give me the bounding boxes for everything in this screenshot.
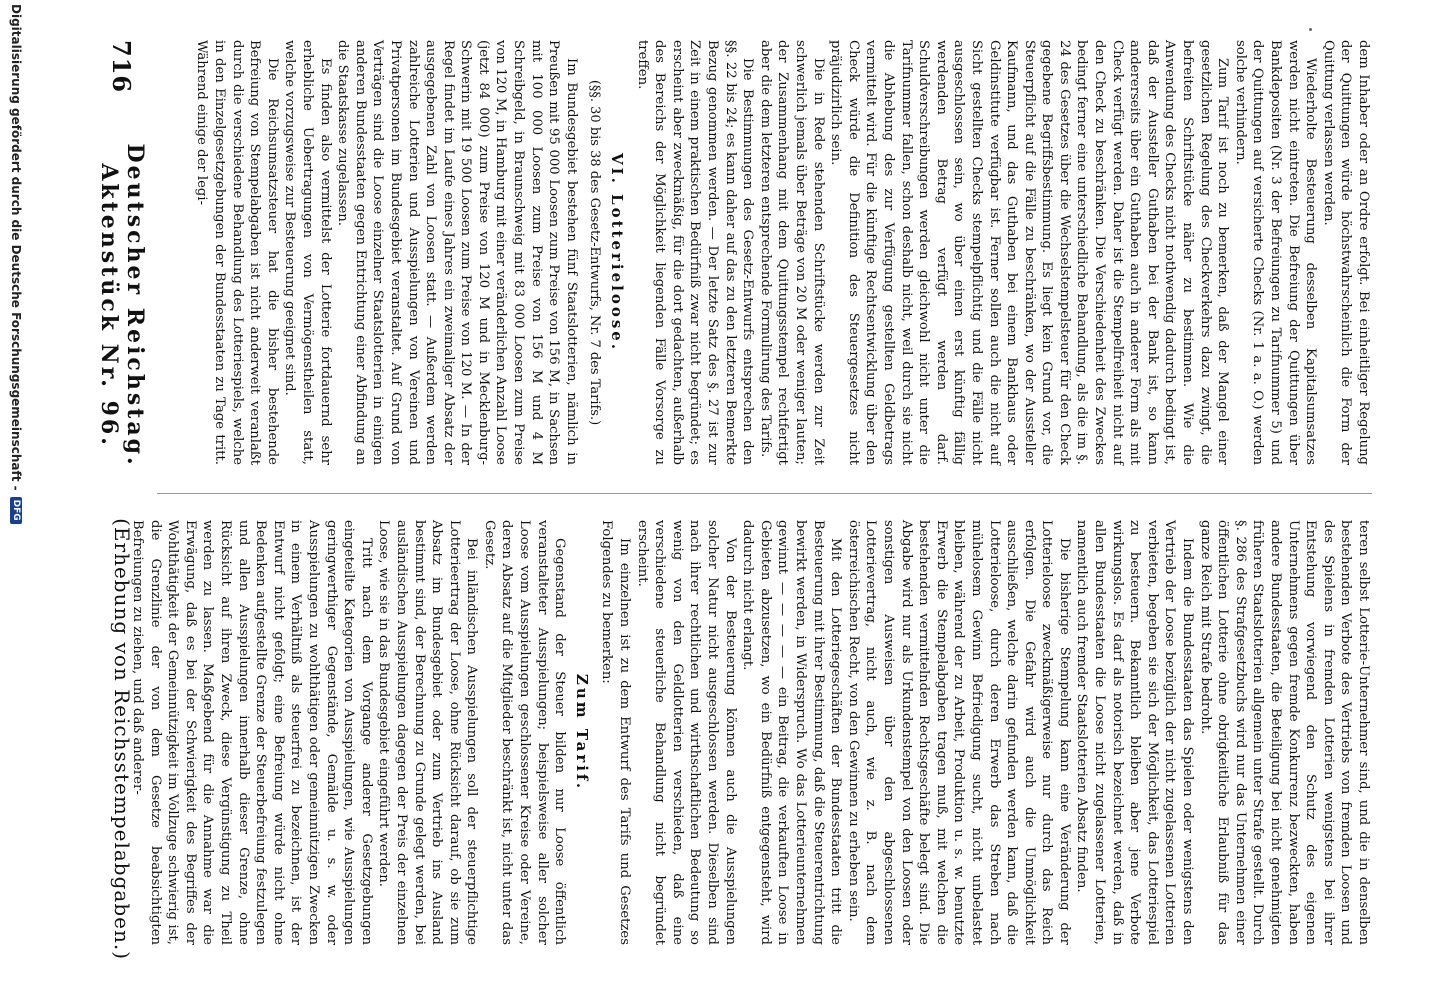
- paragraph: Im einzelnen ist zu dem Entwurf des Tarifs und Gesetzes Folgendes zu bemerken:: [599, 520, 633, 945]
- paragraph: Von der Besteuerung können auch die Ausspielungen solcher Natur nicht ausgeschlossen werden. Dieselben sind nach ihrer rechtlichen und wirthschaftlichen Bedeutung so wenig von den Geldlotterien verschieden, daß eine verschiedene steuerliche Behandlung nicht begründet erscheint.: [634, 520, 738, 945]
- column-divider: [157, 493, 1372, 494]
- paragraph: Die Bestimmungen des Gesetz-Entwurfs entsprechen den §§. 22 bis 24; es kann daher auf das zu den letzteren Bemerkte Bezug genommen werden. — Der letzte Satz des §. 27 ist zur Zeit in einem praktischen Bedürfniß zwar nicht begründet; es erscheint aber zweckmäßig, für die dort gedachten, außerhalb des Bereichs der Möglichkeit liegenden Fälle Vorsorge zu treffen.: [634, 40, 756, 465]
- paragraph: Es finden also vermittelst der Lotterie fortdauernd sehr erhebliche Uebertragungen von Vermögenstheilen statt, welche vorzugsweise zur Besteuerung geeignet sind.: [282, 40, 333, 465]
- page-number: 716: [107, 40, 137, 94]
- section-title: (Erhebung von Reichsstempelabgaben.): [110, 518, 134, 960]
- paragraph: teren selbst Lotterie-Unternehmer sind, und die in denselben bestehenden Verbote des Vertriebs von fremden Loosen und des Spielens in fremden Lotterien wenigstens bei ihrer Entstehung vorwiegend den Schutz des eigenen Unternehmens gegen fremde Konkurrenz bezweckten, haben andere Bundesstaaten, die Beteiligung bei nicht genehmigten früheren Staatslotterien allgemein unter Strafe gestellt. Durch §. 286 des Strafgesetzbuchs wird nur das Unternehmen einer öffentlichen Lotterie ohne obrigkeitliche Erlaubniß für das ganze Reich mit Strafe bedroht.: [1197, 520, 1371, 945]
- paragraph: dem Inhaber oder an Ordre erfolgt. Bei einheitliger Regelung der Quittungen würde höchstwahrscheinlich die Form der Quittung verlassen werden.: [1320, 40, 1371, 465]
- section-heading: VI. Lotterieloose.: [608, 152, 627, 353]
- paragraph: Zum Tarif ist noch zu bemerken, daß der Mangel einer gesetzlichen Regelung des Checkverkehrs dazu zwingt, die befreiten Schriftstücke näher zu bestimmen. Wie die Anwendung des Checks nicht nothwendig dadurch bedingt ist, daß der Aussteller Guthaben bei der Bank ist, so kann andererseits über ein Guthaben auch in anderer Form als mit Check verfügt werden. Daher ist die Stempelfreiheit nicht auf den Check zu beschränken. Die Verschiedenheit des Zweckes bedingt ferner eine unterschiedliche Behandlung, als die im §. 24 des Gesetzes über die Wechselstempelsteuer für den Check gegebene Begriffsbestimmung. Es liegt kein Grund vor, die Steuerpflicht auf die Fälle zu beschränken, wo der Aussteller Kaufmann, und das Guthaben bei einem Bankhaus oder Geldinstitute verfügbar ist. Ferner sollen auch die nicht auf Sicht gestellten Checks stempelpflichtig und die Fälle nicht ausgeschlossen sein, wo über einen erst künftig fällig werdenden Betrag verfügt werden darf. Schuldverschreibungen werden gleichwohl nicht unter die Tarifnummer fallen, schon deshalb nicht, weil durch sie nicht die Abhebung des zur Verfügung gestellten Geldbetrags vermittelt wird. Für die künftige Rechtsentwicklung über den Check würde die Definition des Steuergesetzes nicht präjudizirlich sein.: [828, 40, 1231, 465]
- paragraph: Indem die Bundesstaaten das Spielen oder wenigstens den Vertrieb der Loose bezüglich der nicht zugelassenen Lotterien verbieten, begeben sie sich der Möglichkeit, das Lotteriespiel zu besteuern. Bekanntlich bleiben aber jene Verbote wirkungslos. Es darf als notorisch bezeichnet werden, daß in allen Bundesstaaten die Loose nicht zugelassener Lotterien, namentlich auch fremder Staatslotterien Absatz finden.: [1074, 520, 1196, 945]
- right-column: [130, 520, 1372, 945]
- section-heading: Zum Tarif.: [572, 673, 591, 792]
- left-column: [157, 40, 1372, 465]
- paragraph: Wiederholte Besteuerung desselben Kapitalsumsatzes werden nicht eintreten. Die Befreiung der Quittungen über Bankdepositen (Nr. 3 der Befreiungen zu Tarifnummer 5) und der Quittungen auf versicherte Checks (Nr. 1 a. a. O.) werden solche verhindern.: [1232, 40, 1319, 465]
- paragraph: Die in Rede stehenden Schriftstücke werden zur Zeit schwerlich jemals über Beträge von 20 M oder weniger lauten; der Zusammenhang mit dem Quittungsstempel rechtfertigt aber die dem letzteren entsprechende Formulirung des Tarifs.: [757, 40, 826, 465]
- paragraph: Tritt nach dem Vorgange anderer Gesetzgebungen eingeteilte Kategorien von Ausspielungen, wie Ausspielungen geringwerthiger Gegenstände, Gemälde u. s. w. oder Ausspielungen zu wohlthätigen oder gemeinnützigen Zwecken in einem Verhältniß als steuerfrei zu bezeichnen, ist der Entwurf nicht gefolgt; eine Befreiung würde nicht ohne Bedenken aufgestellte Grenze der Steuerbefreiung festzulegen und allen Ausspielungen innerhalb dieser Grenze, ohne Rücksicht auf ihren Zweck, diese Vergünstigung zu Theil werden zu lassen. Maßgebend für die Annahme war die Erwägung, daß es bei der Schwierigkeit des Begriffes der Wohlthätigkeit der Gemeinnützigkeit im Vollzuge schwierig ist, die Grenzlinie der von dem Gesetze beabsichtigten Befreiungen zu ziehen, und daß anderer-: [130, 520, 374, 945]
- footer-text: Digitalisierung gefördert durch die Deutsche Forschungsgemeinschaft -: [9, 4, 23, 491]
- paragraph: Die bisherige Stempelung kann eine Veränderung der Lotterieloose zweckmäßigerweise nur durch das Reich erfolgen. Die Gefahr wird auch die Unmöglichkeit ausschließen, welche darin gefunden werden kann, daß die Lotterieloose, durch deren Erwerb das Streben nach mühelosem Gewinn Befriedigung sucht, nicht unbelastet bleiben, während der zu Arbeit, Produktion u. s. w. benutzte Erwerb die Stempelabgaben tragen muß, mit welchen die bestehenden vermittelnden Rechtsgeschäfte belegt sind. Die Abgabe wird nur als Urkundenstempel von den Loosen oder sonstigen Ausweisen über den abgeschlossenen Lotterievertrag, nicht auch, wie z. B. nach dem österreichischen Recht, von den Gewinnen zu erheben sein.: [845, 520, 1072, 945]
- paragraph: Im Bundesgebiet bestehen fünf Staatslotterien, nämlich in Preußen mit 95 000 Loosen zum Preise von 156 M, in Sachsen mit 100 000 Loosen zum Preise von 156 M und 4 M Schreibgeld, in Braunschweig mit 83 000 Loosen zum Preise von 120 M, in Hamburg mit einer veränderlichen Anzahl Loose (jetzt 84 000) zum Preise von 120 M und in Mecklenburg-Schwerin mit 19 500 Loosen zum Preise von 120 M. — In der Regel findet im Laufe eines Jahres ein zweimaliger Absatz der ausgegebenen Zahl von Loosen statt. — Außerdem werden zahlreiche Lotterien und Ausspielungen von Vereinen und Privatpersonen im Bundesgebiet veranstaltet. Auf Grund von Verträgen sind die Loose einzelner Staatslotterien in einigen anderen Bundesstaaten gegen Entrichtung einer Abfindung an die Staatskasse zugelassen.: [335, 40, 579, 465]
- paragraph: Bei inländischen Ausspielungen soll der steuerpflichtige Lotterieertrag der Loose, ohne Rücksicht darauf, ob sie zum Absatz im Bundesgebiet oder zum Vertrieb ins Ausland bestimmt sind, der Berechnung zu Grunde gelegt werden, bei ausländischen Ausspielungen dagegen der Preis der einzelnen Loose, wie sie in das Bundesgebiet eingeführt werden.: [376, 520, 480, 945]
- paragraph: Mit den Lotteriegeschäften der Bundesstaaten tritt die Besteuerung mit ihrer Bestimmung, daß die Steuerentrichtung bewirkt werden, in Widerspruch. Wo das Lotterieunternehmen gewinnt — — — — — ein Beitrag, die verkauften Loose in Gebieten abzusetzen, wo ein Bedürfniß entgegensteht, wird dadurch nicht erlangt.: [740, 520, 844, 945]
- dfg-logo-icon: DFG: [10, 497, 22, 524]
- paragraph: Gegenstand der Steuer bilden nur Loose öffentlich veranstalteter Ausspielungen; beispielsweise aller solcher Loose vom Ausspielungen geschlossener Kreise oder Vereine, deren Absatz auf die Mitglieder beschränkt ist, nicht unter das Gesetz.: [481, 520, 568, 945]
- page-title: Deutscher Reichstag. Aktenstück Nr. 96.: [96, 143, 148, 468]
- digitization-footer: [5, 0, 27, 1004]
- scan-speck: [1309, 28, 1312, 31]
- paragraph: Die Reichsumsatzsteuer hat die bisher bestehende Befreiung von Stempelabgaben ist nicht anderweit veranlaßt durch die verschiedene Behandlung des Lotteriespiels, welche in den Einzelgesetzgebungen der Bundesstaaten zu Tage tritt. Während einige der legi-: [194, 40, 280, 465]
- section-subheading: (§§. 30 bis 38 des Gesetz-Entwurfs, Nr. 7 des Tarifs.): [587, 79, 603, 426]
